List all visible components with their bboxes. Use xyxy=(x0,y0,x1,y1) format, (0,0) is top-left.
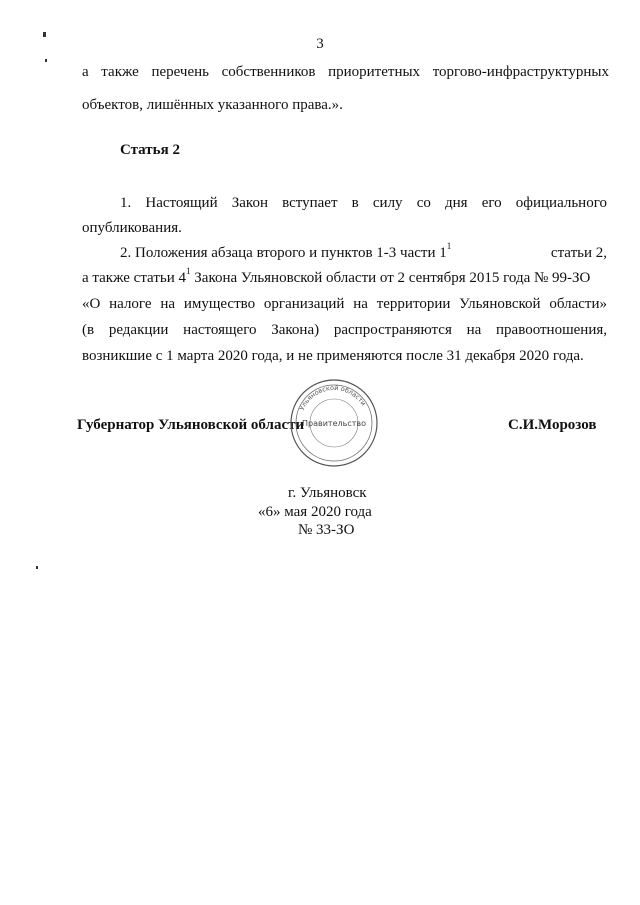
paragraph-2-line-2-part-b: Закона Ульяновской области от 2 сентября 2015 года № 99-ЗО xyxy=(190,270,591,286)
page-number: 3 xyxy=(316,36,324,52)
signature-title: Губернатор Ульяновской области xyxy=(77,417,305,433)
paragraph-2-line-5: возникшие с 1 марта 2020 года, и не применяются после 31 декабря 2020 года. xyxy=(82,348,584,364)
paragraph-2-line-2-part-a: а также статьи 4 xyxy=(82,270,187,286)
signature-name: С.И.Морозов xyxy=(508,417,597,433)
date-of-signing: «6» мая 2020 года xyxy=(258,504,372,520)
paragraph-2-line-1-part-b: статьи 2, xyxy=(550,245,607,261)
scan-artifact xyxy=(45,59,47,62)
official-seal xyxy=(289,378,379,468)
superscript-1: 1 xyxy=(446,241,452,251)
paragraph-1-line-2: опубликования. xyxy=(82,220,182,236)
continuation-line-1: а также перечень собственников приоритетных торгово-инфраструктурных xyxy=(82,64,609,80)
paragraph-2-line-1 xyxy=(120,241,607,262)
paragraph-2-line-4: (в редакции настоящего Закона) распространяются на правоотношения, xyxy=(82,322,607,338)
seal-graphic xyxy=(289,378,379,468)
seal-center-text: Правительство xyxy=(302,419,366,428)
paragraph-2-line-3: «О налоге на имущество организаций на территории Ульяновской области» xyxy=(82,296,607,312)
continuation-line-2: объектов, лишённых указанного права.». xyxy=(82,97,343,113)
paragraph-2-line-1-text xyxy=(120,241,452,262)
seal-ring-text: Ульяновской области xyxy=(297,383,368,412)
superscript-2: 1 xyxy=(186,266,191,276)
paragraph-2-line-1-part-a: 2. Положения абзаца второго и пунктов 1-3 части 1 xyxy=(120,245,447,261)
scan-artifact xyxy=(43,32,46,37)
place-of-signing: г. Ульяновск xyxy=(288,485,367,501)
scan-artifact xyxy=(36,566,38,569)
paragraph-2-line-2 xyxy=(82,266,591,287)
paragraph-1-line-1: 1. Настоящий Закон вступает в силу со дня его официального xyxy=(120,195,607,211)
article-heading: Статья 2 xyxy=(120,142,180,158)
law-number: № 33-ЗО xyxy=(298,522,355,538)
